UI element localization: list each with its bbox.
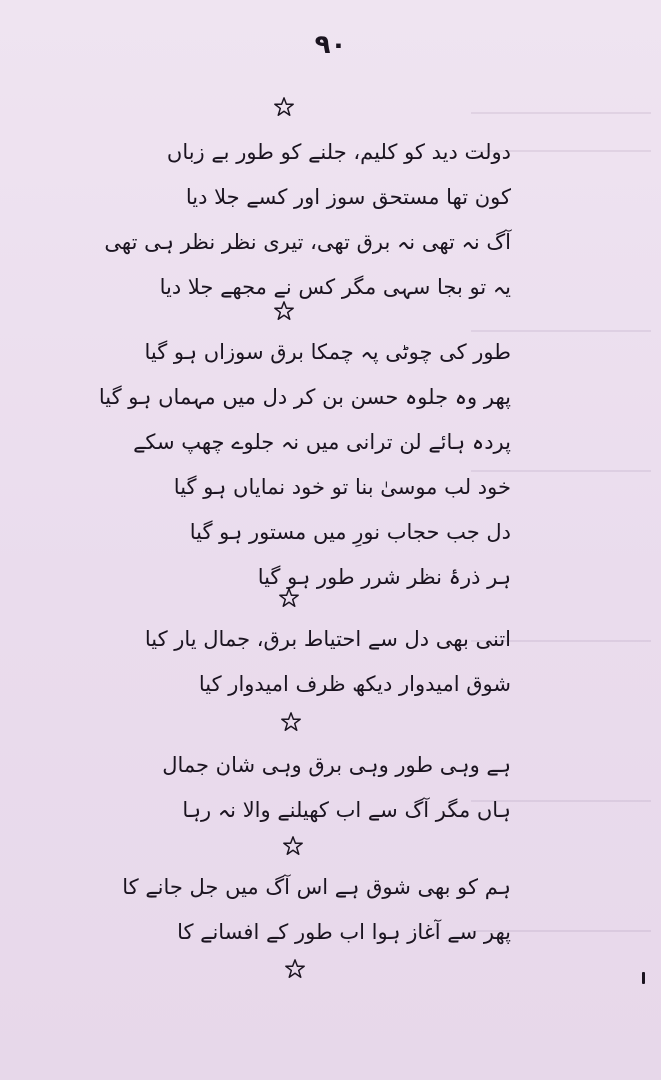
verse-line: خود لب موسیٰ بنا تو خود نمایاں ہو گیا	[173, 475, 511, 499]
verse-line: پھر وہ جلوہ حسن بن کر دل میں مہماں ہو گیا	[98, 385, 511, 409]
stanza-2	[98, 330, 511, 600]
verse-line: ہے وہی طور وہی برق وہی شان جمال	[162, 753, 511, 777]
stanza-1	[104, 130, 511, 310]
margin-mark	[642, 972, 645, 984]
verse-line: دل جب حجاب نورِ میں مستور ہو گیا	[189, 520, 511, 544]
star-outline-icon	[284, 958, 306, 980]
verse-line: اتنی بھی دل سے احتیاط برق، جمال یار کیا	[144, 627, 511, 651]
star-outline-icon	[278, 587, 300, 609]
verse-line: ہاں مگر آگ سے اب کھیلنے والا نہ رہا	[182, 798, 511, 822]
stanza-5	[122, 865, 511, 955]
verse-line: پردہ ہائے لن ترانی میں نہ جلوے چھپ سکے	[133, 430, 511, 454]
verse-line: طور کی چوٹی پہ چمکا برق سوزاں ہو گیا	[144, 340, 511, 364]
verse-line: ہر ذرۂ نظر شرر طور ہو گیا	[257, 565, 511, 589]
verse-line: دولت دید کو کلیم، جلنے کو طور بے زباں	[166, 140, 511, 164]
verse-line: کون تھا مستحق سوز اور کسے جلا دیا	[185, 185, 511, 209]
verse-line: یہ تو بجا سہی مگر کس نے مجھے جلا دیا	[159, 275, 511, 299]
show-through-text	[471, 112, 651, 114]
stanza-3	[131, 617, 511, 707]
star-outline-icon	[273, 96, 295, 118]
stanza-4	[131, 743, 511, 833]
star-outline-icon	[280, 711, 302, 733]
verse-line: آگ نہ تھی نہ برق تھی، تیری نظر نظر ہی تھی	[104, 230, 511, 254]
star-outline-icon	[282, 835, 304, 857]
page-number: ۹۰	[314, 30, 347, 60]
verse-line: ہم کو بھی شوق ہے اس آگ میں جل جانے کا	[122, 875, 511, 899]
verse-line: پھر سے آغاز ہوا اب طور کے افسانے کا	[177, 920, 511, 944]
verse-line: شوق امیدوار دیکھ ظرف امیدوار کیا	[198, 672, 511, 696]
star-outline-icon	[273, 300, 295, 322]
